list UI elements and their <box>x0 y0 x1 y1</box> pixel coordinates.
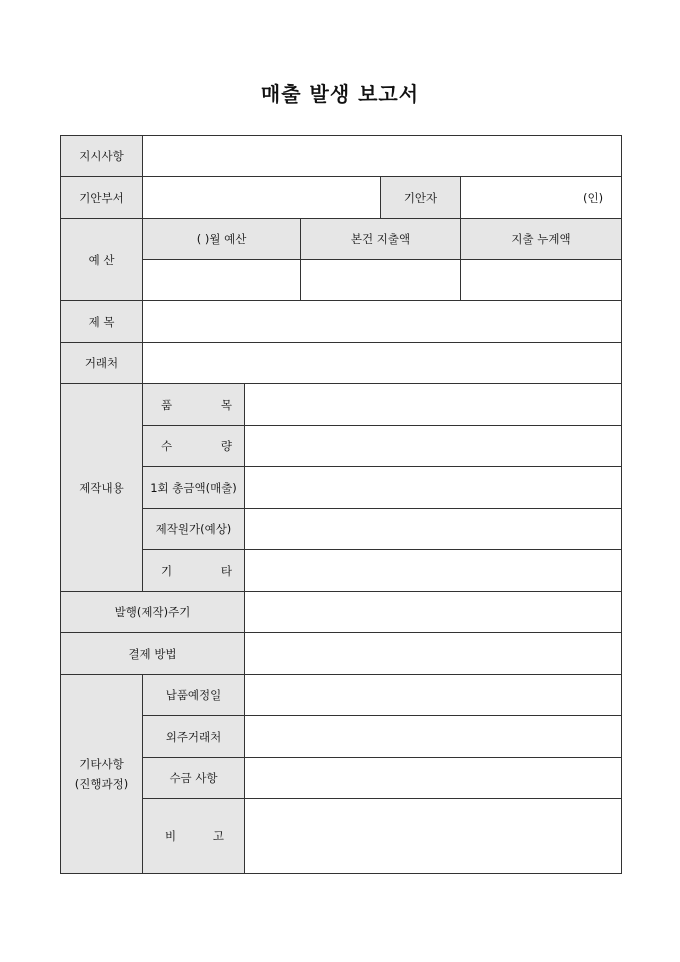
production-row <box>61 467 622 509</box>
budget-label: 예 산 <box>61 219 143 301</box>
client-label: 거래처 <box>61 343 143 384</box>
other-label-line2: (진행과정) <box>74 777 129 791</box>
directive-row <box>61 136 622 177</box>
issue-cycle-field[interactable] <box>245 592 622 633</box>
drafting-row <box>61 177 622 219</box>
document-title: 매출 발생 보고서 <box>260 82 420 106</box>
subject-label: 제 목 <box>61 301 143 343</box>
other-label-char-1: 기 <box>161 563 173 578</box>
production-other-label <box>143 550 245 592</box>
production-item-field[interactable] <box>245 384 622 426</box>
directive-label: 지시사항 <box>61 136 143 177</box>
drafter-label: 기안자 <box>381 177 461 219</box>
production-quantity-field[interactable] <box>245 426 622 467</box>
production-other-field[interactable] <box>245 550 622 592</box>
production-quantity-label <box>143 426 245 467</box>
production-row <box>61 426 622 467</box>
other-label <box>61 675 143 874</box>
directive-field[interactable] <box>143 136 622 177</box>
cumulative-field[interactable] <box>461 260 622 301</box>
drafter-seal-field[interactable]: (인) <box>461 177 622 219</box>
issue-cycle-label: 발행(제작)주기 <box>61 592 245 633</box>
payment-method-label: 결제 방법 <box>61 633 245 675</box>
outsourcing-partner-field[interactable] <box>245 716 622 758</box>
other-row <box>61 799 622 874</box>
delivery-date-field[interactable] <box>245 675 622 716</box>
quantity-label-char-2: 량 <box>220 439 232 453</box>
other-row <box>61 758 622 799</box>
item-label-char-1: 품 <box>161 397 173 412</box>
month-budget-header: ( )월 예산 <box>143 219 301 260</box>
cumulative-header: 지출 누계액 <box>461 219 622 260</box>
remarks-label-char-2: 고 <box>212 829 224 843</box>
remarks-field[interactable] <box>245 799 622 874</box>
subject-field[interactable] <box>143 301 622 343</box>
client-field[interactable] <box>143 343 622 384</box>
other-row <box>61 716 622 758</box>
quantity-label-char-1: 수 <box>161 439 173 453</box>
remarks-label-char-1: 비 <box>165 829 177 843</box>
production-row <box>61 384 622 426</box>
drafting-dept-field[interactable] <box>143 177 381 219</box>
delivery-date-label: 납품예정일 <box>143 675 245 716</box>
item-label-char-2: 목 <box>220 397 232 412</box>
payment-method-row <box>61 633 622 675</box>
outsourcing-partner-label: 외주거래처 <box>143 716 245 758</box>
production-total-amount-field[interactable] <box>245 467 622 509</box>
drafting-dept-label: 기안부서 <box>61 177 143 219</box>
collection-field[interactable] <box>245 758 622 799</box>
budget-header-row <box>61 219 622 260</box>
budget-value-row <box>61 260 622 301</box>
expense-field[interactable] <box>301 260 461 301</box>
production-total-amount-label: 1회 총금액(매출) <box>143 467 245 509</box>
production-cost-label: 제작원가(예상) <box>143 509 245 550</box>
report-form-table <box>60 135 622 874</box>
remarks-label <box>143 799 245 874</box>
production-cost-field[interactable] <box>245 509 622 550</box>
issue-cycle-row <box>61 592 622 633</box>
production-label: 제작내용 <box>61 384 143 592</box>
client-row <box>61 343 622 384</box>
month-budget-field[interactable] <box>143 260 301 301</box>
other-label-line1: 기타사항 <box>79 757 124 771</box>
production-row <box>61 550 622 592</box>
production-item-label-item <box>143 384 245 426</box>
production-row <box>61 509 622 550</box>
expense-header: 본건 지출액 <box>301 219 461 260</box>
other-label-char-2: 타 <box>220 563 232 578</box>
subject-row <box>61 301 622 343</box>
payment-method-field[interactable] <box>245 633 622 675</box>
collection-label: 수금 사항 <box>143 758 245 799</box>
other-row <box>61 675 622 716</box>
